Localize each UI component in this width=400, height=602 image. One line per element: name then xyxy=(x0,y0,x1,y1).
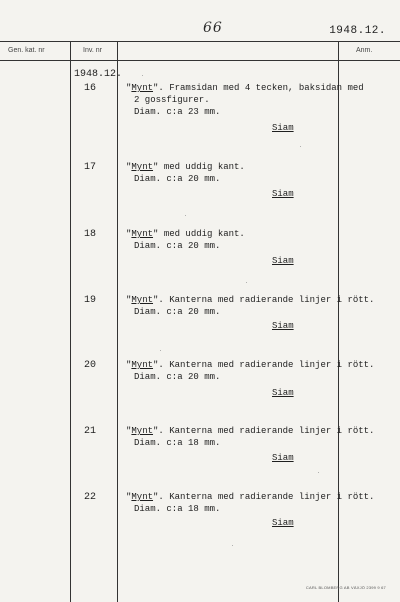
column-header-gen-kat-nr: Gen. kat. nr xyxy=(8,47,45,54)
entry-text: med uddig kant. xyxy=(158,162,245,172)
entry-line-3: Diam. c:a 23 mm. xyxy=(134,107,221,117)
printer-imprint: CARL BLOMBERG AB VÄXJÖ 2399 9 67 xyxy=(305,585,386,590)
entry-line-1: "Mynt" med uddig kant. xyxy=(126,162,245,172)
signature: Siam xyxy=(272,123,294,133)
inventory-number: 17 xyxy=(84,162,97,173)
inventory-number: 19 xyxy=(84,295,97,306)
entry-text: . Kanterna med radierande linjer i rött. xyxy=(158,492,375,502)
entry-line-1: "Mynt". Framsidan med 4 tecken, baksidan med xyxy=(126,83,364,93)
column-divider-1 xyxy=(70,41,71,602)
entry-keyword: Mynt xyxy=(131,83,154,93)
signature: Siam xyxy=(272,256,294,266)
page-number-handwritten: 66 xyxy=(203,20,223,36)
column-header-inv-nr: Inv. nr xyxy=(83,47,102,54)
entry-line-1: "Mynt". Kanterna med radierande linjer i rött. xyxy=(126,360,375,370)
header-rule-top xyxy=(0,41,400,42)
signature: Siam xyxy=(272,321,294,331)
inventory-number: 18 xyxy=(84,229,97,240)
entry-line-2: Diam. c:a 20 mm. xyxy=(134,372,221,382)
paper-speck xyxy=(160,350,161,351)
inventory-number: 21 xyxy=(84,426,97,437)
inventory-number: 16 xyxy=(84,83,97,94)
entry-text: . Kanterna med radierande linjer i rött. xyxy=(158,360,375,370)
entry-text: . Kanterna med radierande linjer i rött. xyxy=(158,295,375,305)
inventory-number: 20 xyxy=(84,360,97,371)
entry-line-1: "Mynt". Kanterna med radierande linjer i rött. xyxy=(126,295,375,305)
entry-line-2: 2 gossfigurer. xyxy=(134,95,210,105)
entry-line-2: Diam. c:a 18 mm. xyxy=(134,438,221,448)
entry-line-1: "Mynt" med uddig kant. xyxy=(126,229,245,239)
column-divider-3 xyxy=(338,41,339,602)
entry-text: med uddig kant. xyxy=(158,229,245,239)
entry-line-2: Diam. c:a 20 mm. xyxy=(134,307,221,317)
entry-keyword: Mynt xyxy=(131,162,154,172)
inventory-number: 22 xyxy=(84,492,97,503)
column-divider-2 xyxy=(117,41,118,602)
entry-text: . Framsidan med 4 tecken, baksidan med xyxy=(158,83,364,93)
entry-keyword: Mynt xyxy=(131,295,154,305)
entry-text: . Kanterna med radierande linjer i rött. xyxy=(158,426,375,436)
entry-keyword: Mynt xyxy=(131,229,154,239)
paper-speck xyxy=(232,545,233,546)
paper-speck xyxy=(185,215,186,216)
header-rule-bottom xyxy=(0,60,400,61)
paper-speck xyxy=(142,75,143,76)
paper-speck xyxy=(318,472,319,473)
entry-keyword: Mynt xyxy=(131,360,154,370)
entry-line-1: "Mynt". Kanterna med radierande linjer i rött. xyxy=(126,426,375,436)
signature: Siam xyxy=(272,453,294,463)
entry-line-1: "Mynt". Kanterna med radierande linjer i rött. xyxy=(126,492,375,502)
entry-line-2: Diam. c:a 18 mm. xyxy=(134,504,221,514)
entry-keyword: Mynt xyxy=(131,492,154,502)
entry-keyword: Mynt xyxy=(131,426,154,436)
header-year: 1948.12. xyxy=(329,25,386,37)
paper-speck xyxy=(246,282,247,283)
signature: Siam xyxy=(272,518,294,528)
signature: Siam xyxy=(272,189,294,199)
column-header-anm: Anm. xyxy=(356,47,373,54)
entry-line-2: Diam. c:a 20 mm. xyxy=(134,174,221,184)
signature: Siam xyxy=(272,388,294,398)
entry-date: 1948.12. xyxy=(74,69,123,80)
paper-speck xyxy=(300,146,301,147)
entry-line-2: Diam. c:a 20 mm. xyxy=(134,241,221,251)
